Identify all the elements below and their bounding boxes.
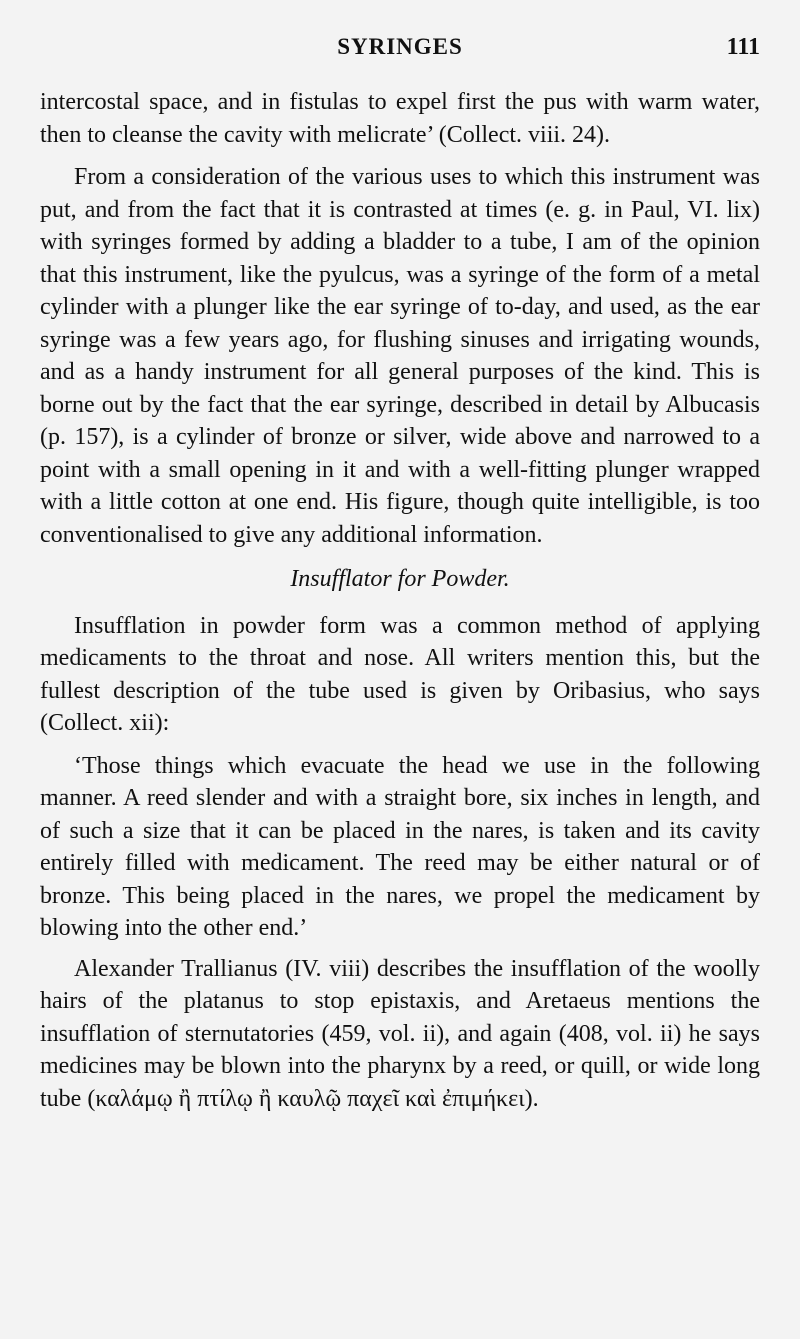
page-number: 111 <box>726 34 760 60</box>
paragraph-alexander-aretaeus: Alexander Trallianus (IV. viii) describes the insufflation of the woolly hairs of the platanus to stop epistaxis, and Aretaeus mentions the insufflation of sternutatories (459, vol. ii), and again (408, vol. ii) he says medicines may be blown into the pharynx by a reed, or quill, or wide long tube (καλάμῳ ἢ πτίλῳ ἢ καυλῷ παχεῖ καὶ ἐπιμήκει). <box>40 955 760 1112</box>
paragraph-gap <box>40 945 760 953</box>
paragraph-syringe-opinion: From a consideration of the various uses to which this instrument was put, and from the fact that it is contrasted at times (e. g. in Paul, VI. lix) with syringes formed by adding a bladder to a tube, I am of the opinion that this instrument, like the pyulcus, was a syringe of the form of a metal cylinder with a plunger like the ear syringe of to-day, and used, as the ear syringe was a few years ago, for flushing sinuses and irrigating wounds, and as a handy instrument for all general purposes of the kind. This is borne out by the fact that the ear syringe, described in detail by Albucasis (p. 157), is a cylinder of bronze or silver, wide above and narrowed to a point with a small opening in it and with a well-fitting plunger wrapped with a little cotton at one end. His figure, though quite intelligible, is too conventionalised to give any additional information. <box>40 164 760 548</box>
paragraph-quotation: ‘Those things which evacuate the head we use in the following manner. A reed slender and with a straight bore, six inches in length, and of such a size that it can be placed in the nares, is taken and its cavity entirely filled with medicament. The reed may be either natural or of bronze. This being placed in the nares, we propel the medicament by blowing into the other end.’ <box>40 752 760 941</box>
paragraph-gap <box>40 151 760 161</box>
paragraph-continuation: intercostal space, and in fistulas to expel first the pus with warm water, then to cleanse the cavity with melicrate’ (Collect. viii. 24). <box>40 89 760 148</box>
page-header <box>40 34 760 68</box>
page-content <box>40 86 760 1115</box>
paragraph-insufflation-intro: Insufflation in powder form was a common method of applying medicaments to the throat and nose. All writers mention this, but the fullest description of the tube used is given by Oribasius, who says (Collect. xii): <box>40 612 760 736</box>
running-title: SYRINGES <box>337 34 463 59</box>
paragraph-gap <box>40 740 760 748</box>
section-title: Insufflator for Powder. <box>290 566 510 592</box>
